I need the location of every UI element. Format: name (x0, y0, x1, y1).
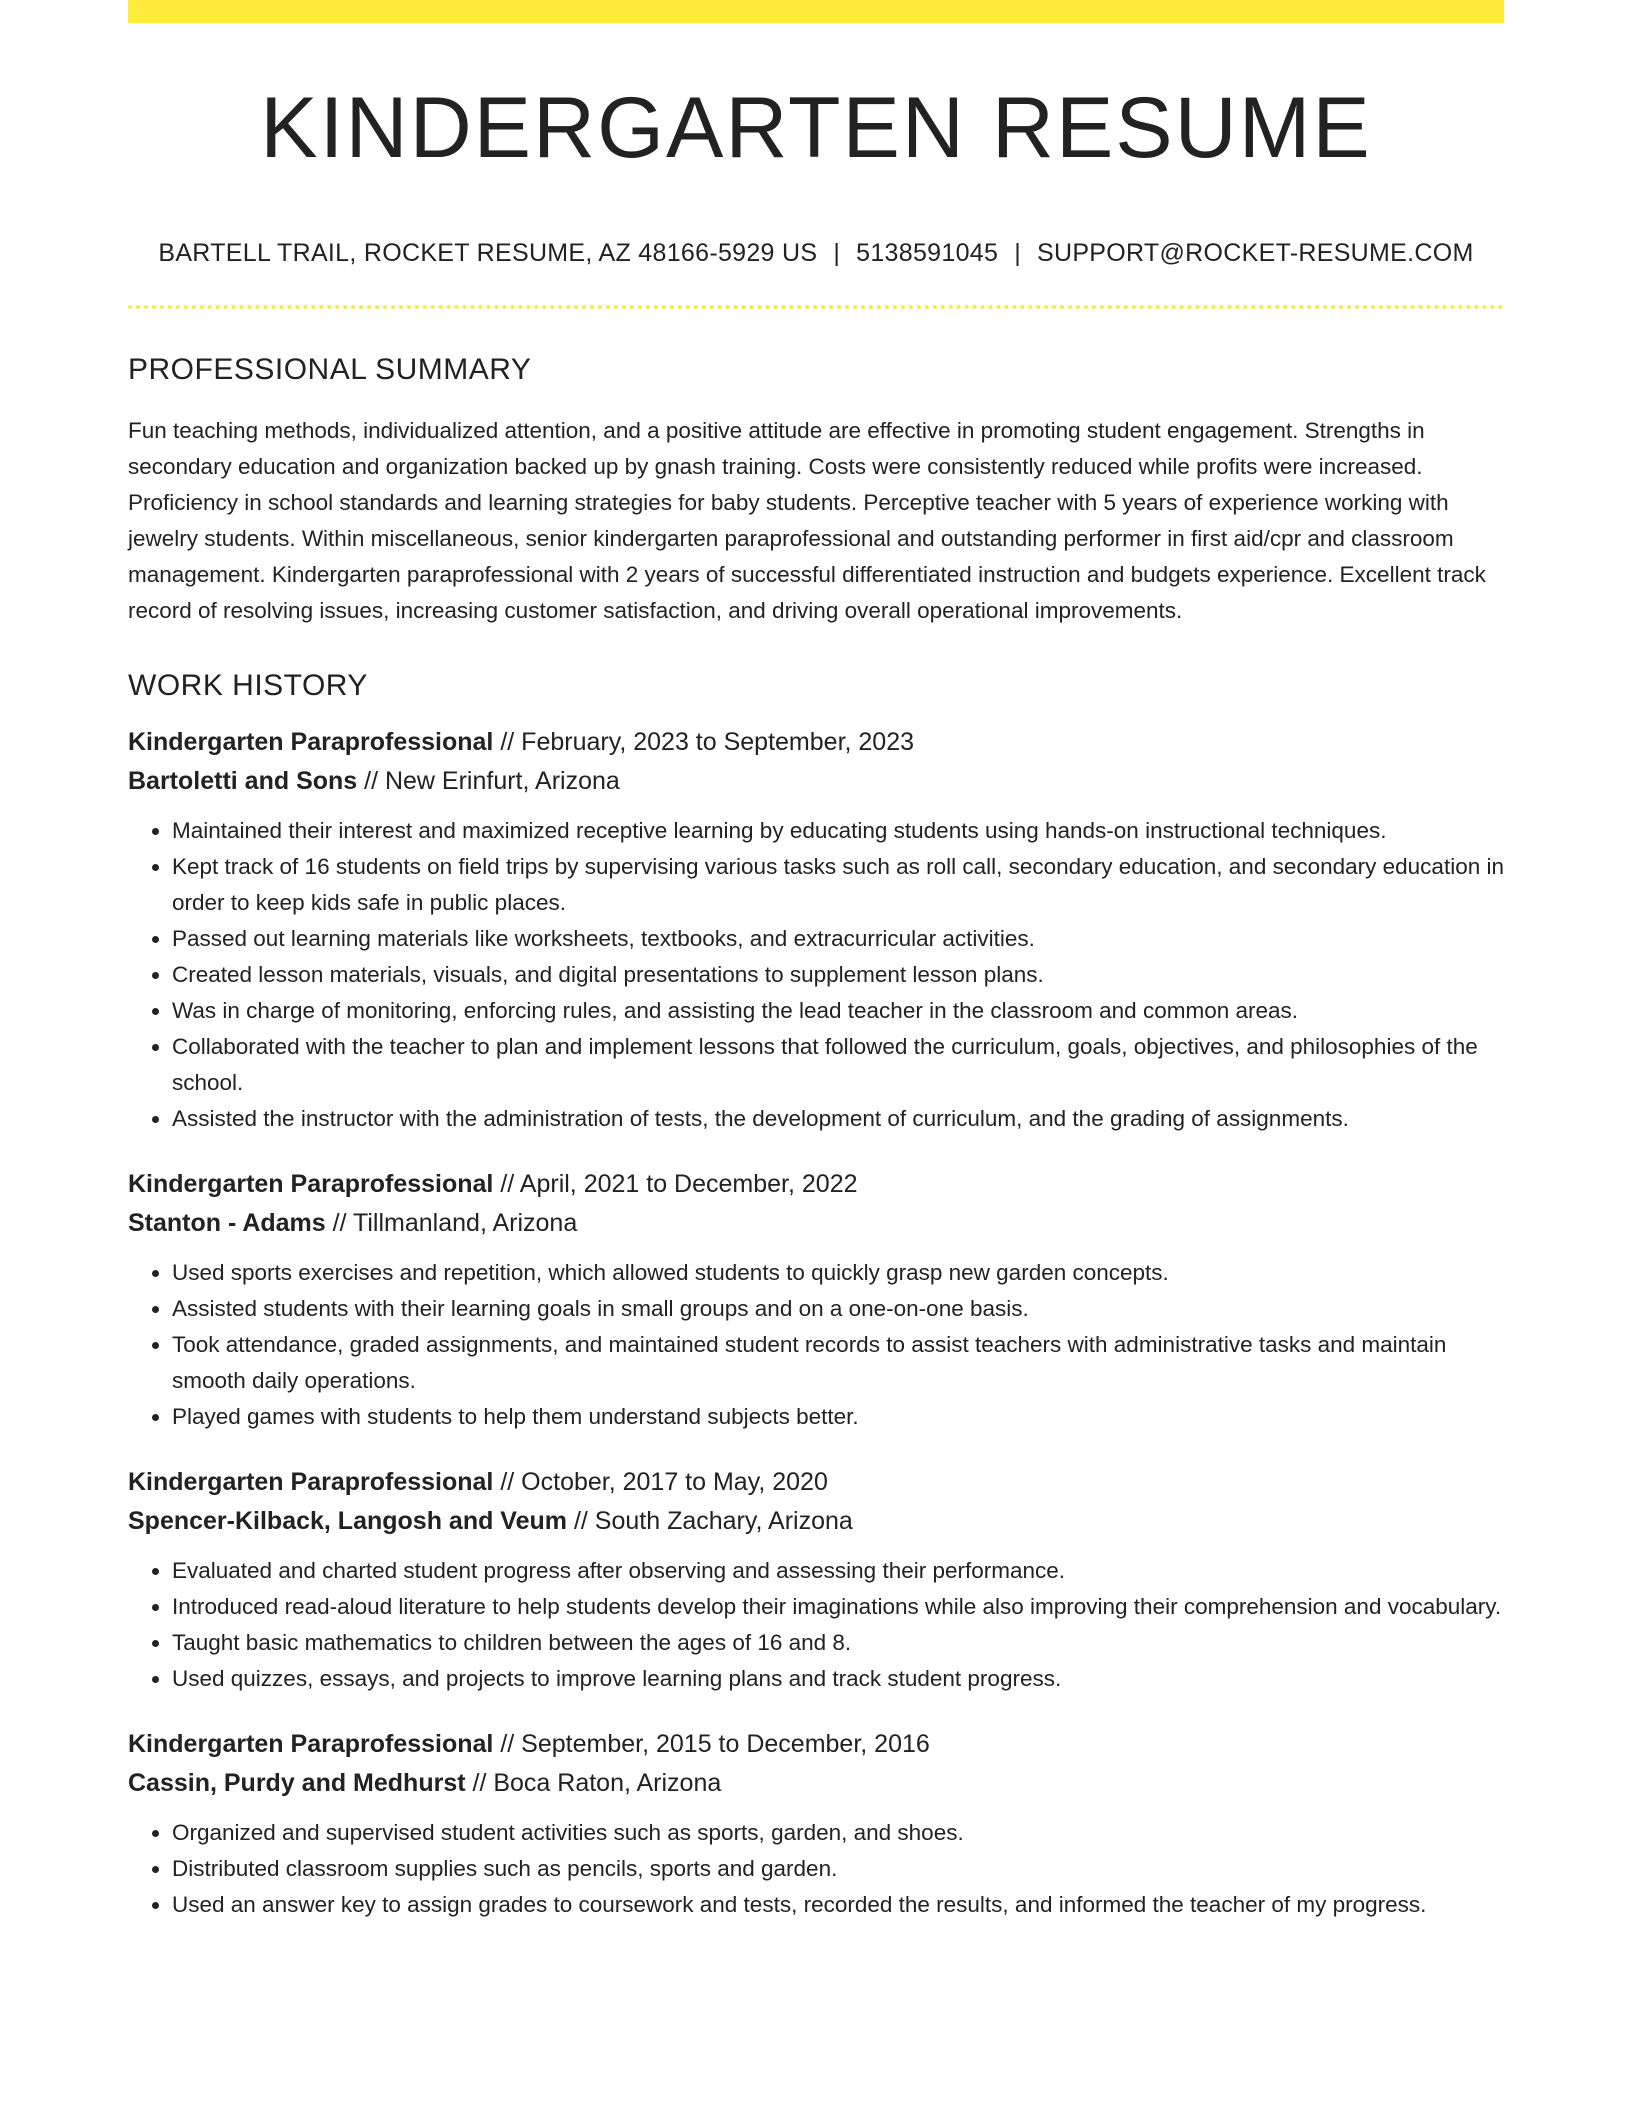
bullet-item: • Used quizzes, essays, and projects to improve learning plans and track student progress. (172, 1661, 1504, 1697)
accent-bar (128, 0, 1504, 23)
resume-page (128, 0, 1504, 1923)
job-dates: // October, 2017 to May, 2020 (493, 1468, 828, 1496)
job-company: Bartoletti and Sons (128, 767, 358, 795)
contact-phone: 5138591045 (856, 239, 999, 267)
job-title: Kindergarten Paraprofessional (128, 728, 494, 756)
bullet-item: • Created lesson materials, visuals, and digital presentations to supplement lesson plans. (172, 957, 1504, 993)
bullet-item: • Took attendance, graded assignments, and maintained student records to assist teachers with administrative tasks and maintain smooth daily operations. (172, 1327, 1504, 1399)
job-dates: // April, 2021 to December, 2022 (493, 1170, 858, 1198)
contact-address: BARTELL TRAIL, ROCKET RESUME, AZ 48166-5929 US (158, 239, 818, 267)
bullet-item: • Assisted the instructor with the administration of tests, the development of curriculum, and the grading of assignments. (172, 1101, 1504, 1137)
bullet-item: • Introduced read-aloud literature to help students develop their imaginations while also improving their comprehension and vocabulary. (172, 1589, 1504, 1625)
bullet-item: • Taught basic mathematics to children between the ages of 16 and 8. (172, 1625, 1504, 1661)
job-company-line (128, 1204, 1504, 1243)
job-bullets (128, 1255, 1504, 1435)
job-company: Cassin, Purdy and Medhurst (128, 1769, 466, 1797)
contact-separator: | (833, 239, 841, 267)
job-title-line (128, 1463, 1504, 1502)
job-title: Kindergarten Paraprofessional (128, 1170, 494, 1198)
contact-email: SUPPORT@ROCKET-RESUME.COM (1036, 239, 1474, 267)
job-location: // New Erinfurt, Arizona (357, 767, 620, 795)
job-company-line (128, 1764, 1504, 1803)
job-company-line (128, 1502, 1504, 1541)
job-dates: // September, 2015 to December, 2016 (493, 1730, 930, 1758)
bullet-item: • Collaborated with the teacher to plan and implement lessons that followed the curriculum, goals, objectives, and philosophies of the school. (172, 1029, 1504, 1101)
bullet-item: • Evaluated and charted student progress after observing and assessing their performance. (172, 1553, 1504, 1589)
summary-heading: PROFESSIONAL SUMMARY (128, 353, 532, 386)
bullet-item: • Passed out learning materials like worksheets, textbooks, and extracurricular activities. (172, 921, 1504, 957)
job-company-line (128, 762, 1504, 801)
contact-separator: | (1014, 239, 1021, 267)
contact-line (128, 239, 1504, 268)
job-entry (128, 1463, 1504, 1697)
bullet-item: • Distributed classroom supplies such as pencils, sports and garden. (172, 1851, 1504, 1887)
job-location: // Boca Raton, Arizona (465, 1769, 722, 1797)
job-bullets (128, 813, 1504, 1137)
bullet-item: • Organized and supervised student activities such as sports, garden, and shoes. (172, 1815, 1504, 1851)
summary-text: Fun teaching methods, individualized attention, and a positive attitude are effective in promoting student engagement. Strengths in secondary education and organization backed up by gnash training. Costs were consistently reduced while profits were increased. Proficiency in school standards and learning strategies for baby students. Perceptive teacher with 5 years of experience working with jewelry students. Within miscellaneous, senior kindergarten paraprofessional and outstanding performer in first aid/cpr and classroom management. Kindergarten paraprofessional with 2 years of successful differentiated instruction and budgets experience. Excellent track record of resolving issues, increasing customer satisfaction, and driving overall operational improvements. (128, 418, 1486, 623)
job-company: Stanton - Adams (128, 1209, 326, 1237)
job-location: // Tillmanland, Arizona (325, 1209, 578, 1237)
bullet-item: • Was in charge of monitoring, enforcing rules, and assisting the lead teacher in the classroom and common areas. (172, 993, 1504, 1029)
job-title-line (128, 1725, 1504, 1764)
job-company: Spencer-Kilback, Langosh and Veum (128, 1507, 568, 1535)
job-entry (128, 1165, 1504, 1435)
job-entry (128, 1725, 1504, 1923)
job-bullets (128, 1815, 1504, 1923)
work-history-heading: WORK HISTORY (128, 669, 368, 702)
bullet-item: • Used an answer key to assign grades to coursework and tests, recorded the results, and informed the teacher of my progress. (172, 1887, 1504, 1923)
dotted-divider (128, 305, 1504, 309)
bullet-item: • Kept track of 16 students on field trips by supervising various tasks such as roll call, secondary education, and secondary education in order to keep kids safe in public places. (172, 849, 1504, 921)
job-entry (128, 723, 1504, 1137)
job-title: Kindergarten Paraprofessional (128, 1730, 494, 1758)
job-location: // South Zachary, Arizona (567, 1507, 853, 1535)
job-bullets (128, 1553, 1504, 1697)
job-dates: // February, 2023 to September, 2023 (493, 728, 915, 756)
resume-title: KINDERGARTEN RESUME (260, 80, 1372, 176)
bullet-item: • Maintained their interest and maximized receptive learning by educating students using hands-on instructional techniques. (172, 813, 1504, 849)
job-title-line (128, 723, 1504, 762)
job-title: Kindergarten Paraprofessional (128, 1468, 494, 1496)
job-title-line (128, 1165, 1504, 1204)
bullet-item: • Used sports exercises and repetition, which allowed students to quickly grasp new garden concepts. (172, 1255, 1504, 1291)
bullet-item: • Played games with students to help them understand subjects better. (172, 1399, 1504, 1435)
bullet-item: • Assisted students with their learning goals in small groups and on a one-on-one basis. (172, 1291, 1504, 1327)
